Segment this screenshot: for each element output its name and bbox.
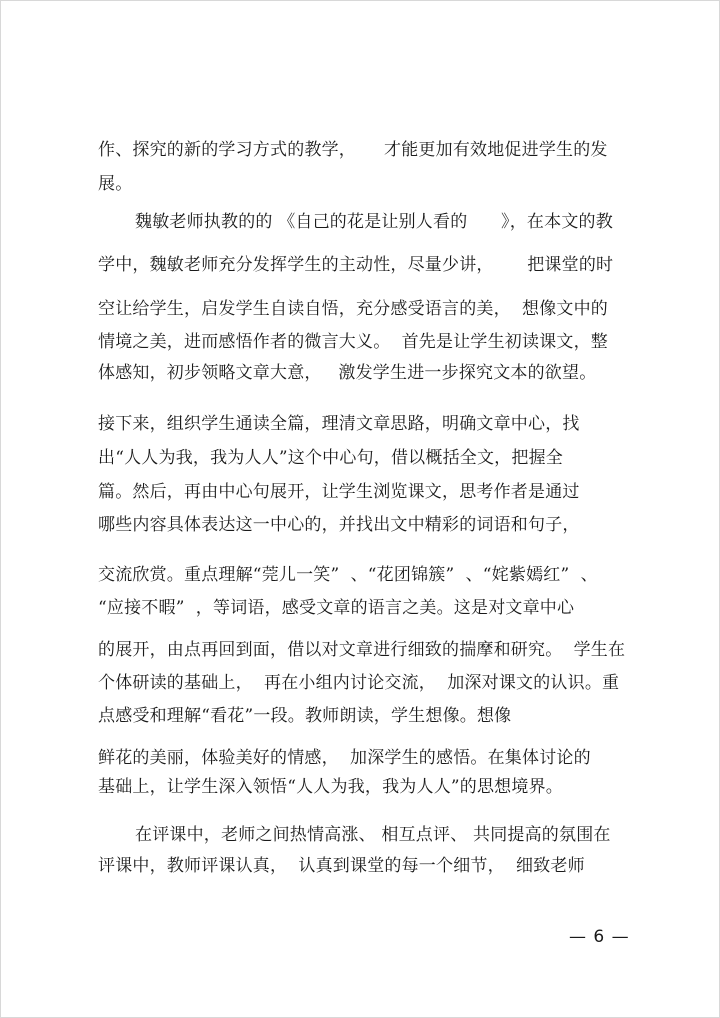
text-line: 的展开，由点再回到面，借以对文章进行细致的揣摩和研究。 学生在: [98, 640, 626, 660]
text-line: 在评课中，老师之间热情高涨、 相互点评、 共同提高的氛围在: [135, 825, 611, 845]
text-line: 哪些内容具体表达这一中心的，并找出文中精彩的词语和句子，: [98, 515, 580, 535]
text-line: 情境之美，进而感悟作者的微言大义。 首先是让学生初读课文，整: [98, 332, 609, 352]
text-line: 个体研读的基础上， 再在小组内讨论交流， 加深对课文的认识。重: [98, 673, 620, 693]
text-line: 篇。然后，再由中心句展开，让学生浏览课文，思考作者是通过: [98, 482, 580, 502]
text-line: 基础上，让学生深入领悟“人人为我，我为人人”的思想境界。: [98, 777, 563, 797]
text-line: 展。: [98, 174, 133, 194]
text-line: 点感受和理解“看花”一段。教师朗读，学生想像。想像: [98, 706, 512, 726]
text-line: “应接不暇” ，等词语，感受文章的语言之美。这是对文章中心: [98, 598, 575, 618]
text-line: 评课中，教师评课认真， 认真到课堂的每一个细节， 细致老师: [98, 856, 585, 876]
text-line: 体感知，初步领略文章大意， 激发学生进一步探究文本的欲望。: [98, 363, 597, 383]
text-line: 接下来，组织学生通读全篇，理清文章思路，明确文章中心，找: [98, 414, 580, 434]
text-line: 鲜花的美丽，体验美好的情感， 加深学生的感悟。在集体讨论的: [98, 748, 591, 768]
text-line: 空让给学生，启发学生自读自悟，充分感受语言的美， 想像文中的: [98, 299, 609, 319]
text-line: 出“人人为我，我为人人”这个中心句，借以概括全文，把握全: [98, 448, 563, 468]
text-line: 学中，魏敏老师充分发挥学生的主动性，尽量少讲， 把课堂的时: [98, 255, 614, 275]
page-number: — 6 —: [569, 927, 630, 947]
text-line: 作、探究的新的学习方式的教学， 才能更加有效地促进学生的发: [98, 140, 608, 160]
text-line: 魏敏老师执教的的 《自己的花是让别人看的 》，在本文的教: [135, 212, 613, 232]
text-line: 交流欣赏。重点理解“莞儿一笑” 、“花团锦簇” 、“姹紫嫣红” 、: [98, 565, 598, 585]
